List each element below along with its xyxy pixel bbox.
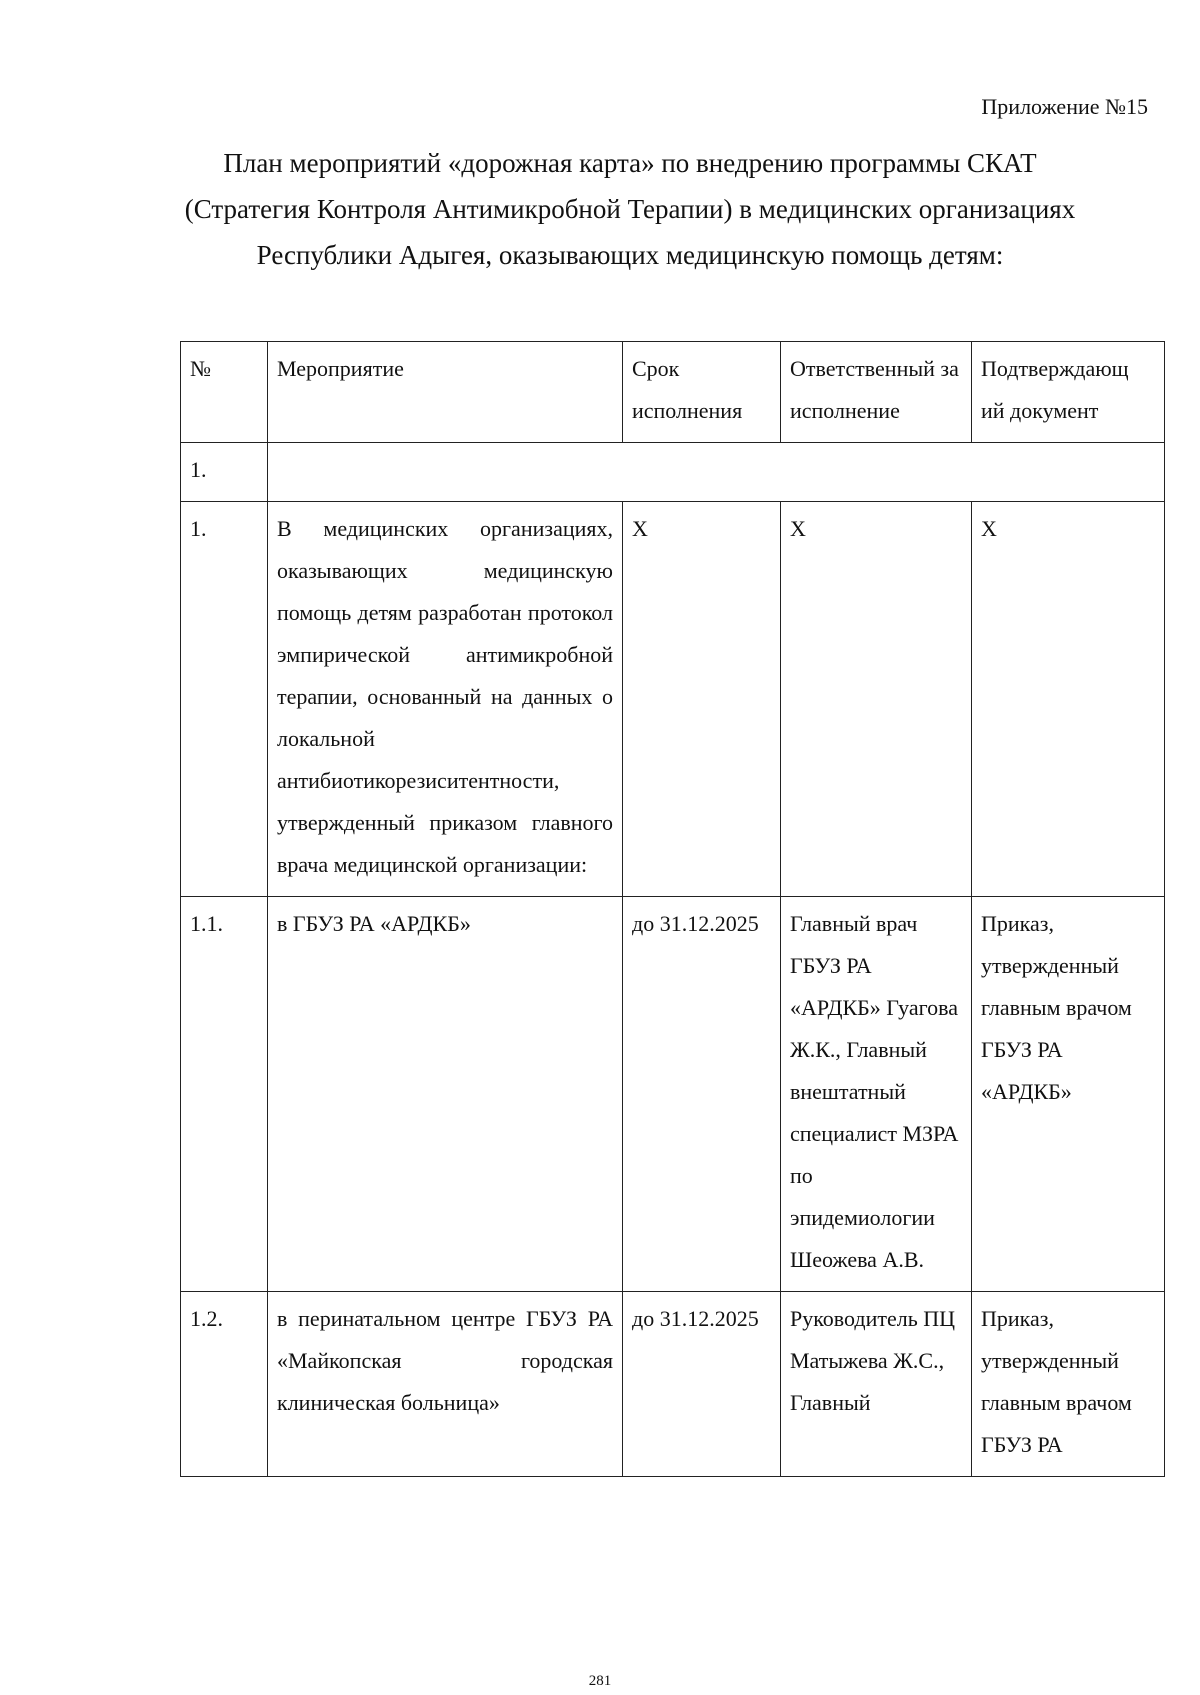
- title-line-3: Республики Адыгея, оказывающих медицинскую помощь детям:: [256, 240, 1004, 270]
- row-deadline: X: [623, 502, 781, 897]
- header-deadline: Срок исполнения: [623, 342, 781, 443]
- group-num: 1.: [181, 443, 268, 502]
- row-deadline: до 31.12.2025: [623, 1292, 781, 1477]
- row-deadline: до 31.12.2025: [623, 897, 781, 1292]
- document-title: [120, 140, 1140, 278]
- row-responsible: Главный врач ГБУЗ РА «АРДКБ» Гуагова Ж.К., Главный внештатный специалист МЗРА по эпидемиологии Шеожева А.В.: [781, 897, 972, 1292]
- table-header-row: [181, 342, 1165, 443]
- plan-table: [180, 341, 1165, 1477]
- title-line-1: План мероприятий «дорожная карта» по внедрению программы СКАТ: [223, 148, 1037, 178]
- table-row: [181, 1292, 1165, 1477]
- header-num: №: [181, 342, 268, 443]
- table-row: [181, 502, 1165, 897]
- row-document: Приказ, утвержденный главным врачом ГБУЗ РА: [972, 1292, 1165, 1477]
- row-responsible: X: [781, 502, 972, 897]
- row-event: в ГБУЗ РА «АРДКБ»: [268, 897, 623, 1292]
- row-num: 1.: [181, 502, 268, 897]
- group-title-empty: [268, 443, 1165, 502]
- row-document: X: [972, 502, 1165, 897]
- appendix-label: Приложение №15: [981, 94, 1148, 119]
- table-group-row: [181, 443, 1165, 502]
- header-event: Мероприятие: [268, 342, 623, 443]
- row-num: 1.1.: [181, 897, 268, 1292]
- row-num: 1.2.: [181, 1292, 268, 1477]
- header-document: Подтверждающ ий документ: [972, 342, 1165, 443]
- row-event: в перинатальном центре ГБУЗ РА «Майкопская городская клиническая больница»: [268, 1292, 623, 1477]
- header-responsible: Ответственный за исполнение: [781, 342, 972, 443]
- row-document: Приказ, утвержденный главным врачом ГБУЗ РА «АРДКБ»: [972, 897, 1165, 1292]
- row-responsible: Руководитель ПЦ Матыжева Ж.С., Главный: [781, 1292, 972, 1477]
- table-row: [181, 897, 1165, 1292]
- page-number: 281: [588, 1673, 612, 1689]
- title-line-2: (Стратегия Контроля Антимикробной Терапии) в медицинских организациях: [184, 194, 1076, 224]
- row-event: В медицинских организациях, оказывающих медицинскую помощь детям разработан протокол эмпирической антимикробной терапии, основанный на данных о локальной антибиотикорезиситентности, утвержденный приказом главного врача медицинской организации:: [268, 502, 623, 897]
